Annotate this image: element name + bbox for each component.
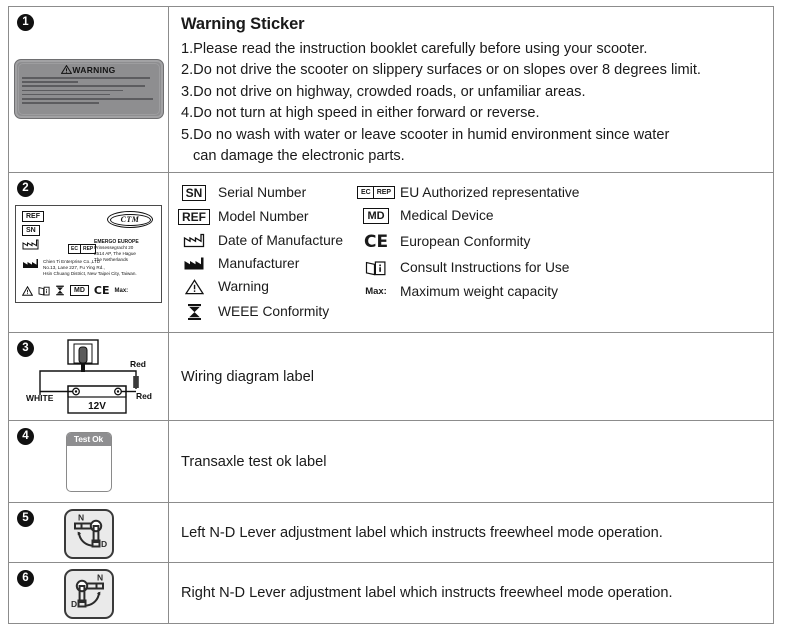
- ctm-logo-text: CTM: [107, 211, 153, 228]
- symbol-legend-right-column: [361, 185, 579, 321]
- row-6-thumbnail-cell: [9, 563, 169, 623]
- ec-rep-box: [68, 244, 96, 254]
- row-4-thumbnail-cell: [9, 421, 169, 502]
- labels-reference-table: [8, 6, 774, 624]
- list-item: [179, 209, 343, 225]
- lever-n-label: N: [96, 572, 103, 583]
- row-6-content-cell: [169, 563, 773, 623]
- distributor-address-3: The Netherlands: [94, 256, 128, 262]
- identification-label-thumbnail: [15, 205, 162, 303]
- row-5-content-cell: [169, 503, 773, 562]
- list-item: 5.Do no wash with water or leave scooter in humid environment since water: [181, 126, 670, 143]
- symbol-label: Serial Number: [218, 185, 307, 200]
- wiring-red-bottom-label: Red: [135, 391, 152, 401]
- sn-box: SN: [22, 225, 40, 236]
- list-item: [361, 208, 579, 224]
- symbol-label: Consult Instructions for Use: [400, 260, 570, 275]
- table-row: [9, 7, 773, 173]
- wiring-diagram-graphic: [24, 339, 154, 415]
- weee-crossed-bin-icon: [179, 303, 209, 321]
- wiring-red-top-label: Red: [129, 359, 146, 369]
- row-description: Right N-D Lever adjustment label which instructs freewheel mode operation.: [181, 585, 673, 601]
- wiring-white-label: WHITE: [25, 393, 53, 403]
- row-4-content-cell: [169, 421, 773, 502]
- ctm-logo: [107, 211, 153, 228]
- list-item: [361, 260, 579, 276]
- right-nd-lever-graphic: [66, 571, 112, 617]
- row-2-thumbnail-cell: [9, 173, 169, 332]
- model-number-icon: REF: [179, 209, 209, 225]
- list-item: 3.Do not drive on highway, crowded roads, or unfamiliar areas.: [181, 83, 586, 100]
- sticker-warning-heading: [15, 65, 163, 75]
- list-item: [179, 185, 343, 201]
- medical-device-icon: MD: [361, 208, 391, 224]
- consult-instructions-icon: [361, 260, 391, 276]
- symbol-legend: [179, 185, 763, 321]
- distributor-name: EMERGO EUROPE: [94, 239, 139, 245]
- list-item-continuation: can damage the electronic parts.: [193, 148, 405, 165]
- max-weight-label: Max:: [114, 287, 129, 294]
- left-nd-lever-graphic: [66, 511, 112, 557]
- weee-crossed-bin-icon: [55, 285, 65, 296]
- ref-box: REF: [22, 211, 44, 222]
- manufacturer-icon: [179, 256, 209, 271]
- transaxle-test-ok-thumbnail: [66, 432, 112, 492]
- table-row: [9, 503, 773, 563]
- warning-sticker-heading: Warning Sticker: [181, 15, 305, 33]
- row-number-badge: 3: [17, 340, 34, 357]
- row-2-content-cell: [169, 173, 773, 332]
- max-weight-icon: Max:: [365, 285, 387, 297]
- rep-label: REP: [82, 245, 94, 252]
- lever-d-label: D: [70, 599, 77, 609]
- list-item: 4.Do not turn at high speed in either forward or reverse.: [181, 105, 540, 122]
- symbol-label: Manufacturer: [218, 255, 300, 271]
- warning-triangle-icon: [61, 65, 72, 74]
- list-item: [179, 303, 343, 321]
- warning-sticker-thumbnail: [14, 59, 164, 119]
- distributor-address-2: 2514 AP, The Hague: [94, 250, 136, 256]
- lever-d-label: D: [100, 539, 107, 549]
- list-item: 1.Please read the instruction booklet carefully before using your scooter.: [181, 41, 648, 57]
- symbol-label: Maximum weight capacity: [400, 283, 558, 299]
- right-nd-lever-thumbnail: [64, 569, 114, 619]
- row-3-content-cell: [169, 333, 773, 420]
- distributor-address-1: Prinsessegracht 20: [94, 245, 134, 251]
- row-number-badge: 4: [17, 428, 34, 445]
- row-1-content-cell: [169, 7, 773, 172]
- list-item: [361, 185, 579, 200]
- symbol-label: European Conformity: [400, 234, 531, 249]
- row-description: Left N-D Lever adjustment label which instructs freewheel mode operation.: [181, 524, 663, 541]
- manufacturer-block: [43, 256, 137, 277]
- date-of-manufacture-icon: [22, 239, 39, 250]
- ec-label: EC: [69, 245, 81, 253]
- ec-rep-icon: EC REP: [361, 186, 391, 199]
- manufacturer-icon: [22, 258, 39, 269]
- date-of-manufacture-icon: [179, 233, 209, 248]
- list-item: [361, 232, 579, 252]
- row-number-badge: 2: [17, 180, 34, 197]
- wiring-diagram-thumbnail: [24, 339, 154, 411]
- ce-mark-icon: CE: [363, 231, 389, 252]
- left-nd-lever-thumbnail: [64, 509, 114, 559]
- symbol-legend-left-column: [179, 185, 343, 321]
- row-description: Wiring diagram label: [181, 368, 315, 385]
- symbol-label: Model Number: [218, 209, 309, 224]
- warning-instructions-list: [181, 39, 763, 168]
- sticker-fineprint-lines: [22, 77, 156, 106]
- list-item: [179, 256, 343, 271]
- consult-instructions-icon: [38, 286, 50, 296]
- md-box: MD: [70, 285, 89, 296]
- row-3-thumbnail-cell: [9, 333, 169, 420]
- warning-triangle-icon: [22, 286, 33, 296]
- manufacturer-name: Chien Ti Enterprise Co.,LTD: [43, 259, 101, 264]
- table-row: [9, 173, 773, 333]
- table-row: [9, 563, 773, 623]
- row-5-thumbnail-cell: [9, 503, 169, 562]
- row-1-thumbnail-cell: [9, 7, 169, 172]
- table-row: [9, 333, 773, 421]
- manufacturer-address-1: No.13, Lane 227, Fu Ying Rd.,: [43, 264, 105, 270]
- symbol-label: EU Authorized representative: [400, 184, 580, 200]
- symbol-label: WEEE Conformity: [218, 304, 330, 319]
- manufacturer-address-2: Hsin Chuang District, New Taipei City, Taiwan.: [43, 270, 137, 276]
- table-row: [9, 421, 773, 503]
- serial-number-icon: SN: [179, 185, 209, 201]
- lever-n-label: N: [77, 512, 84, 523]
- row-number-badge: 1: [17, 14, 34, 31]
- row-number-badge: 6: [17, 570, 34, 587]
- ce-mark-icon: CE: [93, 284, 110, 297]
- list-item: 2.Do not drive the scooter on slippery surfaces or on slopes over 8 degrees limit.: [181, 62, 701, 79]
- symbol-label: Date of Manufacture: [218, 232, 344, 248]
- row-number-badge: 5: [17, 510, 34, 527]
- row-description: Transaxle test ok label: [181, 453, 327, 470]
- test-ok-header: Test Ok: [67, 433, 111, 446]
- symbol-label: Medical Device: [400, 208, 494, 223]
- sticker-warning-text: WARNING: [72, 65, 116, 75]
- list-item: [361, 284, 579, 299]
- warning-triangle-icon: [179, 279, 209, 295]
- id-label-symbol-strip: [22, 284, 128, 297]
- wiring-voltage-label: 12V: [87, 401, 106, 412]
- list-item: [179, 279, 343, 295]
- symbol-label: Warning: [218, 279, 269, 294]
- list-item: [179, 233, 343, 248]
